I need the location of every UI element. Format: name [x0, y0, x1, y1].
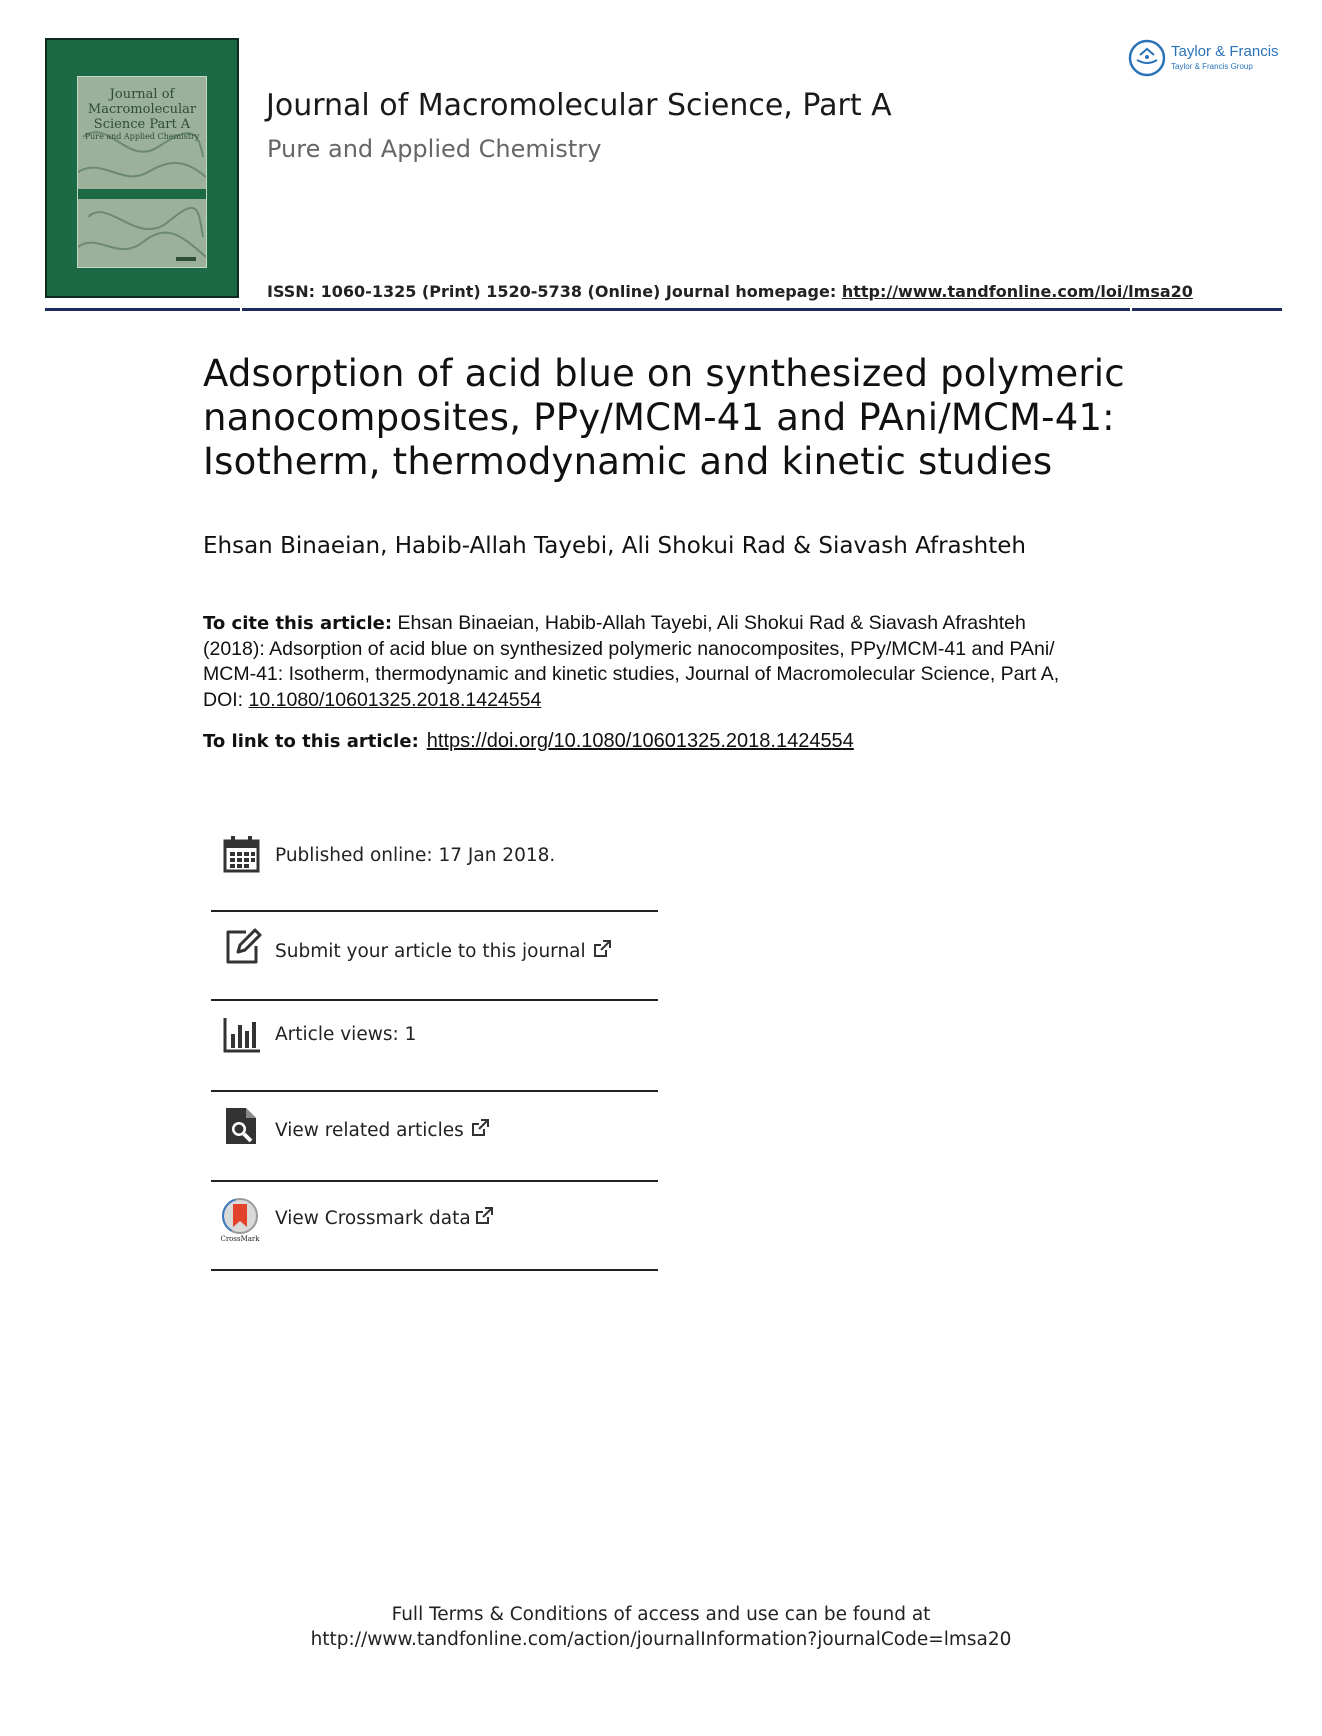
terms-footer — [0, 1602, 1322, 1652]
citation-doi-prefix: DOI: — [203, 688, 249, 711]
header-divider-gap — [240, 308, 242, 311]
article-views-row — [212, 1001, 657, 1089]
citation-doi-link[interactable]: 10.1080/10601325.2018.1424554 — [248, 688, 542, 711]
cover-publisher-mark — [176, 257, 196, 261]
taylor-francis-logo[interactable] — [1128, 38, 1288, 78]
cover-title — [78, 87, 206, 142]
document-search-icon — [222, 1106, 262, 1146]
external-link-icon — [592, 939, 612, 959]
issn-text: ISSN: 1060-1325 (Print) 1520-5738 (Online) Journal homepage: — [267, 282, 842, 301]
issn-line — [267, 282, 1193, 301]
terms-footer-line: Full Terms & Conditions of access and use can be found at — [391, 1604, 931, 1625]
tf-logo-icon — [1128, 39, 1166, 77]
crossmark-row[interactable] — [212, 1182, 657, 1270]
header-divider — [45, 308, 1282, 311]
crossmark-icon — [220, 1197, 264, 1235]
info-divider — [211, 1269, 658, 1271]
edit-icon — [222, 926, 262, 966]
cover-title-line: Pure and Applied Chemistry — [84, 132, 200, 141]
article-title-line: Adsorption of acid blue on synthesized polymeric — [203, 352, 1125, 395]
article-authors: Ehsan Binaeian, Habib-Allah Tayebi, Ali Shokui Rad & Siavash Afrashteh — [203, 533, 1026, 559]
submit-article-row[interactable] — [212, 912, 657, 1000]
article-views-text: Article views: 1 — [275, 1024, 417, 1045]
publisher-group: Taylor & Francis Group — [1171, 62, 1253, 71]
crossmark-logo-text: CrossMark — [220, 1235, 260, 1243]
publisher-name: Taylor & Francis — [1171, 43, 1279, 60]
citation-text: MCM-41: Isotherm, thermodynamic and kinetic studies, Journal of Macromolecular Science, Part A, — [203, 663, 1060, 685]
journal-cover-image — [45, 38, 239, 298]
journal-title: Journal of Macromolecular Science, Part A — [266, 88, 892, 123]
submit-article-link[interactable] — [275, 939, 612, 962]
article-doi-url[interactable]: https://doi.org/10.1080/10601325.2018.1424554 — [426, 730, 854, 752]
published-online-text: Published online: 17 Jan 2018. — [275, 845, 556, 866]
bar-chart-icon — [222, 1015, 262, 1055]
citation-block — [203, 611, 1203, 713]
crossmark-text: View Crossmark data — [275, 1208, 471, 1229]
citation-text: (2018): Adsorption of acid blue on synthesized polymeric nanocomposites, PPy/MCM-41 and PAni/ — [203, 637, 1055, 660]
calendar-icon — [222, 834, 262, 874]
external-link-icon — [470, 1118, 490, 1138]
article-link-line — [203, 730, 854, 753]
related-articles-row[interactable] — [212, 1092, 657, 1180]
related-articles-text: View related articles — [275, 1120, 464, 1141]
citation-text: Ehsan Binaeian, Habib-Allah Tayebi, Ali Shokui Rad & Siavash Afrashteh — [392, 612, 1026, 634]
article-title — [203, 352, 1203, 484]
cover-title-line: Science Part A — [93, 117, 191, 132]
external-link-icon — [474, 1206, 494, 1226]
header-divider-gap — [1130, 308, 1132, 311]
crossmark-logo — [220, 1197, 264, 1247]
crossmark-link[interactable] — [275, 1206, 494, 1229]
cover-band — [78, 189, 206, 199]
cover-title-line: Journal of — [109, 87, 175, 102]
article-title-line: nanocomposites, PPy/MCM-41 and PAni/MCM-41: — [203, 396, 1115, 439]
cover-inner-panel — [77, 76, 207, 268]
cover-title-line: Macromolecular — [87, 102, 197, 117]
journal-subtitle: Pure and Applied Chemistry — [267, 135, 602, 163]
article-link-label: To link to this article: — [203, 731, 419, 752]
citation-label: To cite this article: — [203, 613, 393, 634]
article-title-line: Isotherm, thermodynamic and kinetic studies — [203, 440, 1053, 483]
submit-article-text: Submit your article to this journal — [275, 941, 586, 962]
related-articles-link[interactable] — [275, 1118, 490, 1141]
terms-footer-url[interactable]: http://www.tandfonline.com/action/journalInformation?journalCode=lmsa20 — [310, 1629, 1012, 1650]
published-online-row — [212, 812, 657, 900]
journal-homepage-link[interactable]: http://www.tandfonline.com/loi/lmsa20 — [841, 282, 1193, 301]
